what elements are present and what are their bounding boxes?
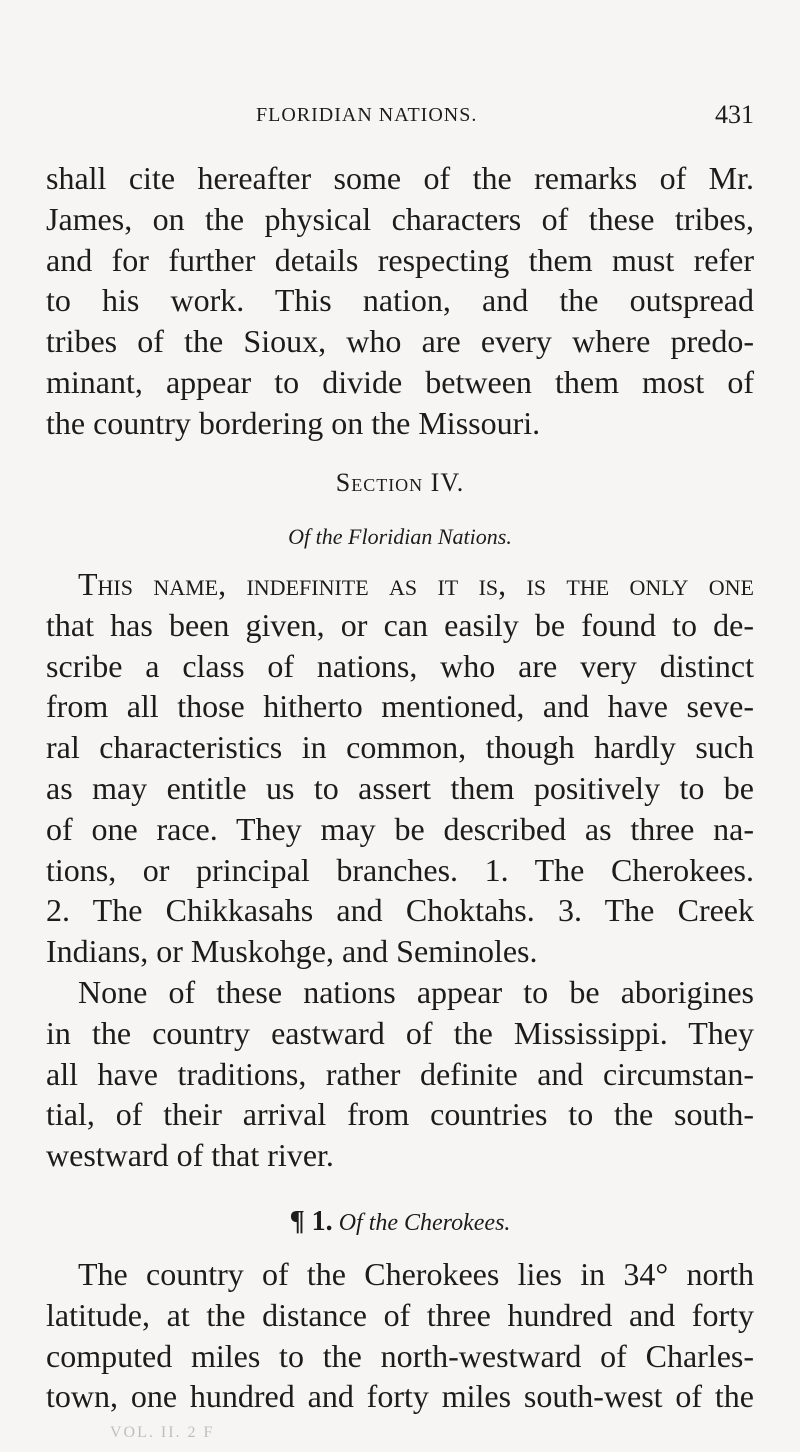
- text-line: in the country eastward of the Mississippi. They: [46, 1014, 754, 1051]
- text-line: to his work. This nation, and the outspread: [46, 282, 754, 319]
- text-line: Indians, or Muskohge, and Seminoles.: [46, 933, 538, 970]
- text-line: tribes of the Sioux, who are every where predo-: [46, 323, 754, 360]
- text-line: minant, appear to divide between them most of: [46, 363, 754, 400]
- text-line: 2. The Chikkasahs and Choktahs. 3. The Creek: [46, 892, 754, 929]
- text-line: the country bordering on the Missouri.: [46, 404, 541, 441]
- text-line: shall cite hereafter some of the remarks of Mr.: [46, 160, 754, 196]
- text-line: computed miles to the north-westward of Charles-: [46, 1337, 754, 1374]
- text-line: scribe a class of nations, who are very distinct: [46, 647, 754, 684]
- paragraph-4: [46, 1254, 754, 1417]
- text-line: James, on the physical characters of these tribes,: [46, 200, 754, 237]
- text-line: latitude, at the distance of three hundred and forty: [46, 1296, 754, 1333]
- text-line: from all those hitherto mentioned, and have seve-: [46, 688, 754, 725]
- text-line: The country of the Cherokees lies in 34° north: [78, 1256, 754, 1292]
- subsection-title: Of the Cherokees.: [338, 1210, 511, 1236]
- text-line: of one race. They may be described as three na-: [46, 810, 754, 847]
- text-line: tial, of their arrival from countries to the south-: [46, 1096, 754, 1133]
- text-line: and for further details respecting them must refer: [46, 241, 754, 278]
- text-line: that has been given, or can easily be found to de-: [46, 606, 754, 643]
- running-title: FLORIDIAN NATIONS.: [256, 104, 478, 126]
- text-line: as may entitle us to assert them positively to be: [46, 769, 754, 806]
- section-subtitle: Of the Floridian Nations.: [288, 524, 512, 549]
- paragraph-2: [46, 564, 754, 972]
- paragraph-3: [46, 972, 754, 1176]
- text-line: westward of that river.: [46, 1137, 334, 1174]
- text-line: ral characteristics in common, though hardly such: [46, 729, 754, 766]
- subsection-number: ¶ 1.: [289, 1206, 333, 1237]
- text-line: tions, or principal branches. 1. The Cherokees.: [46, 851, 754, 888]
- subsection-heading: [0, 1206, 800, 1238]
- page-number: 431: [715, 100, 754, 129]
- text-line: This name, indefinite as it is, is the only one: [78, 566, 754, 602]
- running-head: [44, 100, 756, 140]
- text-line: None of these nations appear to be aborigines: [78, 974, 754, 1010]
- section-heading: Section IV.: [335, 468, 465, 497]
- signature-mark: VOL. II. 2 F: [110, 1424, 215, 1441]
- paragraph-1: [46, 158, 754, 444]
- text-line: all have traditions, rather definite and circumstan-: [46, 1055, 754, 1092]
- text-line: town, one hundred and forty miles south-west of the: [46, 1378, 754, 1415]
